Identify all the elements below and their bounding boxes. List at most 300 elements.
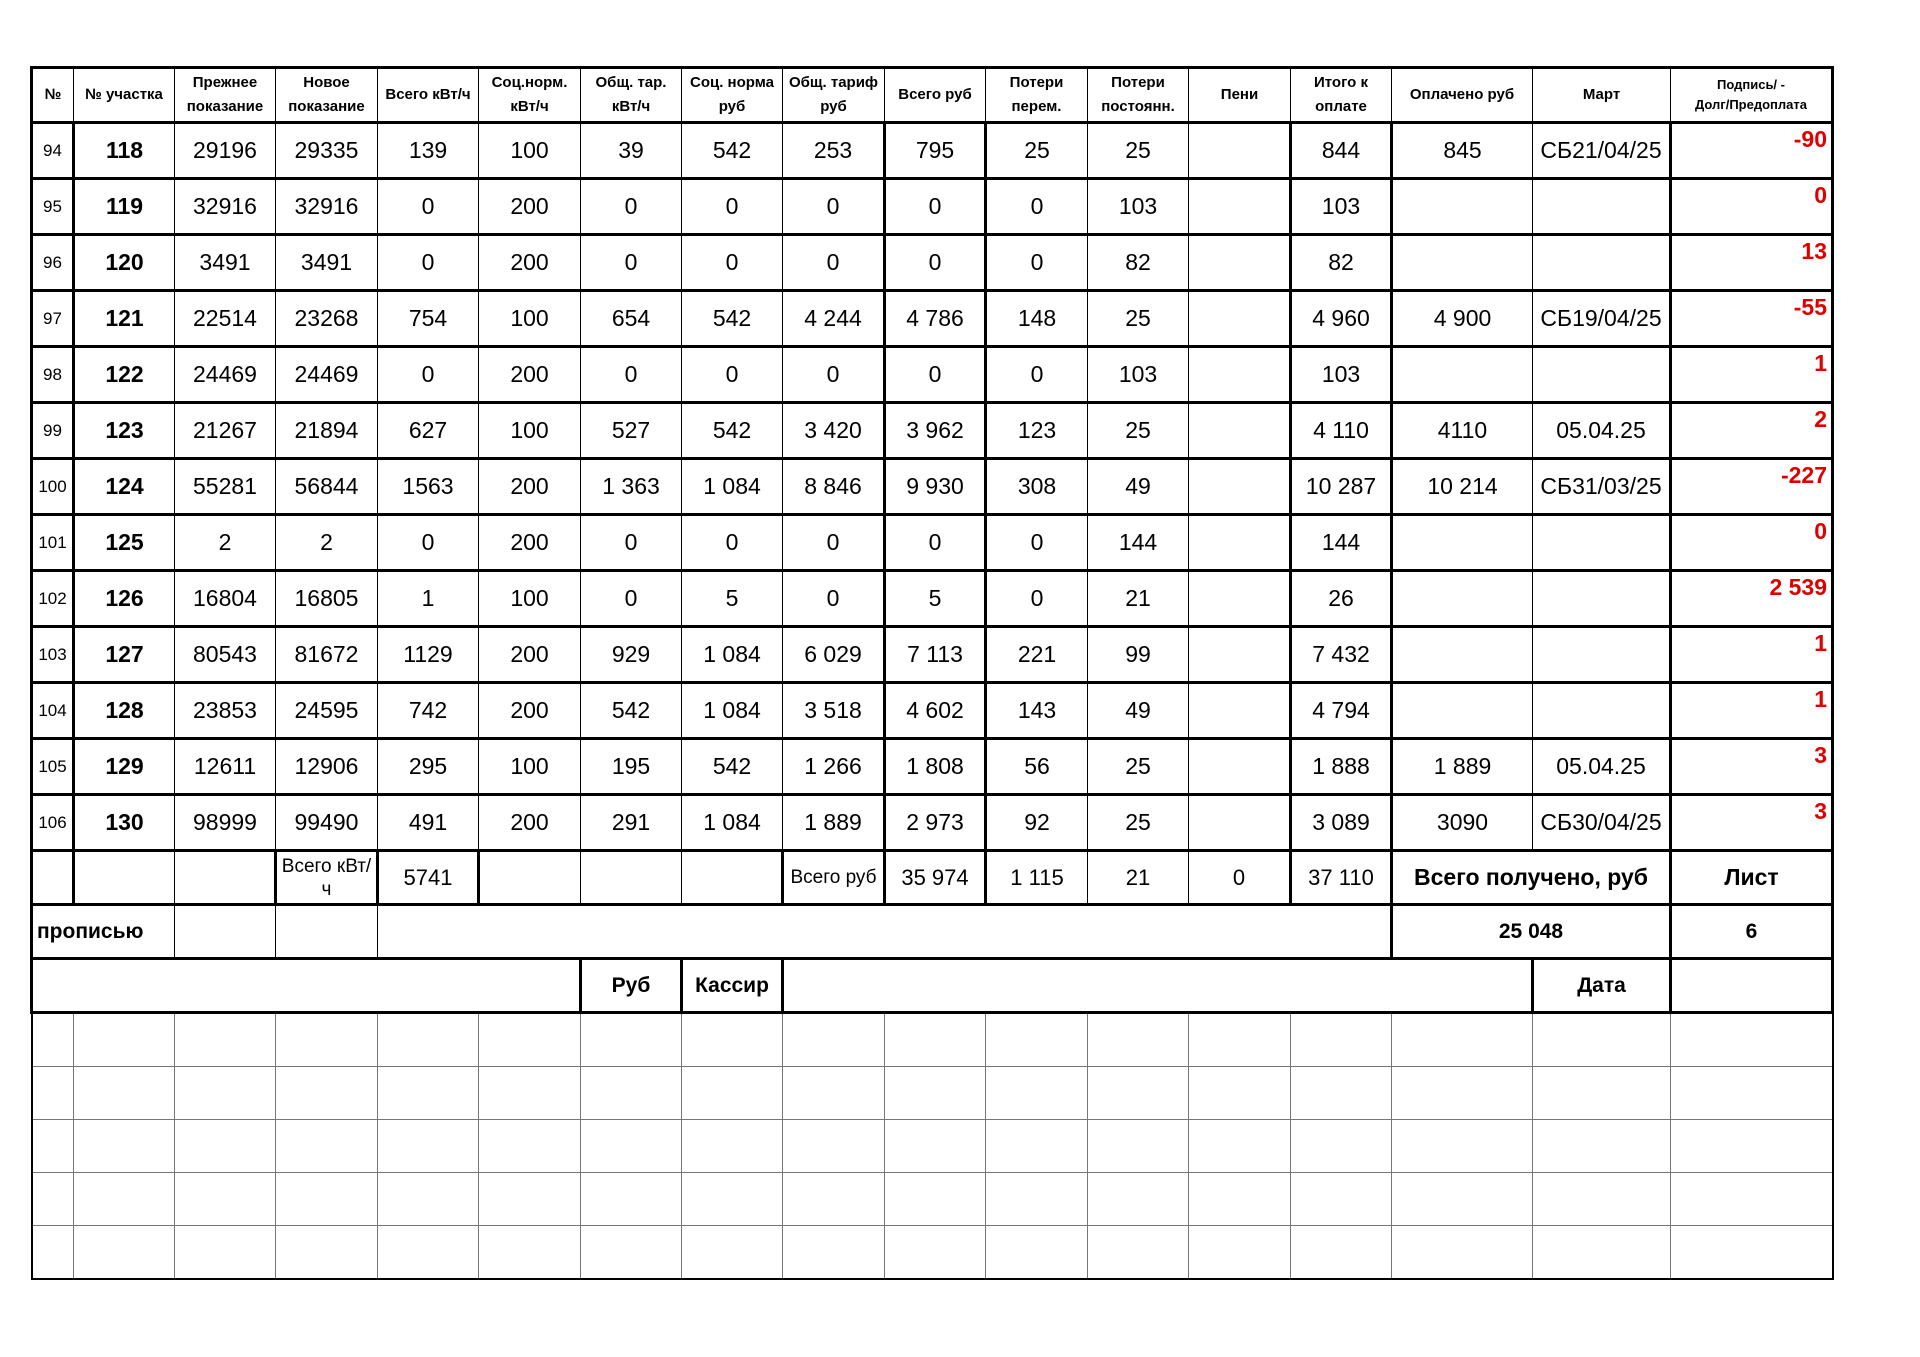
header-penalty: Пени <box>1189 68 1291 123</box>
social-norm-rub: 1 084 <box>682 683 783 739</box>
general-tariff-rub: 3 518 <box>783 683 885 739</box>
header-to-pay: Итого к оплате <box>1291 68 1392 123</box>
balance: -90 <box>1671 123 1833 179</box>
loss-constant: 25 <box>1088 795 1189 851</box>
empty-cell <box>885 1173 986 1226</box>
empty-cell <box>783 1120 885 1173</box>
balance: 2 <box>1671 403 1833 459</box>
empty-cell <box>581 1120 682 1173</box>
loss-constant: 99 <box>1088 627 1189 683</box>
general-tariff-kwh: 0 <box>581 571 682 627</box>
penalty <box>1189 515 1291 571</box>
social-norm-kwh: 100 <box>479 403 581 459</box>
empty-cell <box>378 1120 479 1173</box>
payment-note <box>1533 179 1671 235</box>
empty-cell <box>986 1120 1088 1173</box>
empty-cell <box>479 1120 581 1173</box>
previous-reading: 2 <box>175 515 276 571</box>
general-tariff-rub: 0 <box>783 515 885 571</box>
social-norm-rub: 1 084 <box>682 795 783 851</box>
row-index: 99 <box>32 403 74 459</box>
empty-cell <box>32 1013 74 1067</box>
loss-constant: 25 <box>1088 123 1189 179</box>
row-index: 98 <box>32 347 74 403</box>
cashier-signature-field <box>783 959 1533 1013</box>
plot-number: 123 <box>74 403 175 459</box>
new-reading: 81672 <box>276 627 378 683</box>
loss-variable: 25 <box>986 123 1088 179</box>
totals-blank <box>74 851 175 905</box>
plot-number: 128 <box>74 683 175 739</box>
empty-row <box>32 1120 1833 1173</box>
balance: 0 <box>1671 179 1833 235</box>
total-kwh: 491 <box>378 795 479 851</box>
empty-cell <box>1189 1013 1291 1067</box>
empty-row <box>32 1013 1833 1067</box>
empty-cell <box>682 1173 783 1226</box>
totals-blank <box>682 851 783 905</box>
totals-received-label: Всего получено, руб <box>1392 851 1671 905</box>
table-row <box>32 515 1833 571</box>
empty-cell <box>276 1067 378 1120</box>
balance: 1 <box>1671 683 1833 739</box>
previous-reading: 16804 <box>175 571 276 627</box>
previous-reading: 32916 <box>175 179 276 235</box>
header-general-tariff-rub: Общ. тариф руб <box>783 68 885 123</box>
penalty <box>1189 403 1291 459</box>
words-blank <box>175 905 276 959</box>
empty-cell <box>1392 1013 1533 1067</box>
to-pay: 4 960 <box>1291 291 1392 347</box>
payment-note <box>1533 235 1671 291</box>
general-tariff-kwh: 291 <box>581 795 682 851</box>
amount-in-words-field <box>378 905 1392 959</box>
empty-cell <box>1291 1067 1392 1120</box>
payment-note: СБ19/04/25 <box>1533 291 1671 347</box>
empty-cell <box>1291 1013 1392 1067</box>
balance: 1 <box>1671 627 1833 683</box>
social-norm-kwh: 200 <box>479 515 581 571</box>
totals-kwh-label: Всего кВт/ч <box>276 851 378 905</box>
empty-cell <box>1189 1226 1291 1280</box>
empty-cell <box>1392 1067 1533 1120</box>
new-reading: 24595 <box>276 683 378 739</box>
total-rub: 4 602 <box>885 683 986 739</box>
social-norm-rub: 1 084 <box>682 627 783 683</box>
empty-cell <box>885 1120 986 1173</box>
general-tariff-rub: 0 <box>783 571 885 627</box>
empty-cell <box>1291 1226 1392 1280</box>
row-index: 100 <box>32 459 74 515</box>
loss-variable: 148 <box>986 291 1088 347</box>
total-kwh: 295 <box>378 739 479 795</box>
empty-cell <box>581 1013 682 1067</box>
empty-cell <box>175 1173 276 1226</box>
previous-reading: 55281 <box>175 459 276 515</box>
general-tariff-kwh: 654 <box>581 291 682 347</box>
header-loss-variable: Потери перем. <box>986 68 1088 123</box>
to-pay: 144 <box>1291 515 1392 571</box>
general-tariff-kwh: 0 <box>581 347 682 403</box>
plot-number: 122 <box>74 347 175 403</box>
empty-cell <box>32 1120 74 1173</box>
general-tariff-kwh: 39 <box>581 123 682 179</box>
empty-cell <box>378 1226 479 1280</box>
general-tariff-kwh: 195 <box>581 739 682 795</box>
plot-number: 130 <box>74 795 175 851</box>
to-pay: 1 888 <box>1291 739 1392 795</box>
table-row <box>32 179 1833 235</box>
social-norm-kwh: 100 <box>479 123 581 179</box>
header-total-rub: Всего руб <box>885 68 986 123</box>
totals-blank <box>32 851 74 905</box>
to-pay: 103 <box>1291 347 1392 403</box>
total-kwh: 139 <box>378 123 479 179</box>
loss-variable: 0 <box>986 347 1088 403</box>
empty-cell <box>986 1173 1088 1226</box>
plot-number: 126 <box>74 571 175 627</box>
general-tariff-kwh: 0 <box>581 235 682 291</box>
total-rub: 1 808 <box>885 739 986 795</box>
amount-in-words-label: прописью <box>32 905 175 959</box>
empty-cell <box>1088 1173 1189 1226</box>
general-tariff-rub: 4 244 <box>783 291 885 347</box>
paid-rub: 1 889 <box>1392 739 1533 795</box>
total-rub: 2 973 <box>885 795 986 851</box>
social-norm-kwh: 200 <box>479 179 581 235</box>
empty-cell <box>1088 1120 1189 1173</box>
general-tariff-rub: 0 <box>783 179 885 235</box>
to-pay: 4 110 <box>1291 403 1392 459</box>
paid-rub <box>1392 571 1533 627</box>
penalty <box>1189 739 1291 795</box>
penalty <box>1189 683 1291 739</box>
empty-cell <box>1088 1226 1189 1280</box>
general-tariff-kwh: 1 363 <box>581 459 682 515</box>
row-index: 97 <box>32 291 74 347</box>
plot-number: 120 <box>74 235 175 291</box>
table-row <box>32 123 1833 179</box>
new-reading: 29335 <box>276 123 378 179</box>
totals-total-rub: 35 974 <box>885 851 986 905</box>
penalty <box>1189 291 1291 347</box>
totals-loss-variable: 1 115 <box>986 851 1088 905</box>
total-rub: 795 <box>885 123 986 179</box>
empty-cell <box>74 1226 175 1280</box>
loss-constant: 25 <box>1088 403 1189 459</box>
date-label: Дата <box>1533 959 1671 1013</box>
empty-cell <box>1189 1173 1291 1226</box>
blank-rows <box>32 1013 1833 1280</box>
payment-note <box>1533 515 1671 571</box>
plot-number: 125 <box>74 515 175 571</box>
row-index: 102 <box>32 571 74 627</box>
social-norm-kwh: 100 <box>479 571 581 627</box>
paid-rub <box>1392 515 1533 571</box>
plot-number: 118 <box>74 123 175 179</box>
total-kwh: 0 <box>378 347 479 403</box>
empty-cell <box>1533 1226 1671 1280</box>
general-tariff-rub: 0 <box>783 235 885 291</box>
social-norm-kwh: 100 <box>479 291 581 347</box>
empty-cell <box>1533 1120 1671 1173</box>
social-norm-rub: 542 <box>682 739 783 795</box>
table-row <box>32 683 1833 739</box>
balance: -227 <box>1671 459 1833 515</box>
penalty <box>1189 123 1291 179</box>
social-norm-kwh: 200 <box>479 627 581 683</box>
empty-cell <box>1671 1173 1833 1226</box>
penalty <box>1189 235 1291 291</box>
empty-row <box>32 1226 1833 1280</box>
empty-cell <box>479 1226 581 1280</box>
row-index: 105 <box>32 739 74 795</box>
table-row <box>32 291 1833 347</box>
empty-cell <box>276 1173 378 1226</box>
empty-cell <box>783 1013 885 1067</box>
total-rub: 9 930 <box>885 459 986 515</box>
loss-constant: 49 <box>1088 683 1189 739</box>
general-tariff-rub: 8 846 <box>783 459 885 515</box>
plot-number: 127 <box>74 627 175 683</box>
empty-cell <box>74 1120 175 1173</box>
loss-constant: 25 <box>1088 739 1189 795</box>
empty-cell <box>378 1173 479 1226</box>
empty-cell <box>1671 1013 1833 1067</box>
new-reading: 23268 <box>276 291 378 347</box>
header-signature-balance: Подпись/ - Долг/Предоплата <box>1671 68 1833 123</box>
totals-rub-label: Всего руб <box>783 851 885 905</box>
plot-number: 119 <box>74 179 175 235</box>
social-norm-rub: 0 <box>682 515 783 571</box>
loss-constant: 21 <box>1088 571 1189 627</box>
empty-cell <box>1671 1120 1833 1173</box>
row-index: 94 <box>32 123 74 179</box>
loss-constant: 144 <box>1088 515 1189 571</box>
new-reading: 12906 <box>276 739 378 795</box>
empty-cell <box>479 1173 581 1226</box>
empty-cell <box>1392 1120 1533 1173</box>
empty-cell <box>1671 1226 1833 1280</box>
paid-rub: 3090 <box>1392 795 1533 851</box>
payment-note: 05.04.25 <box>1533 403 1671 459</box>
empty-cell <box>1088 1013 1189 1067</box>
social-norm-kwh: 200 <box>479 235 581 291</box>
to-pay: 7 432 <box>1291 627 1392 683</box>
social-norm-rub: 542 <box>682 123 783 179</box>
row-index: 95 <box>32 179 74 235</box>
previous-reading: 80543 <box>175 627 276 683</box>
general-tariff-rub: 6 029 <box>783 627 885 683</box>
paid-rub: 4110 <box>1392 403 1533 459</box>
data-rows <box>32 123 1833 851</box>
empty-cell <box>378 1067 479 1120</box>
empty-cell <box>276 1120 378 1173</box>
paid-rub <box>1392 179 1533 235</box>
paid-rub <box>1392 347 1533 403</box>
totals-row <box>32 851 1833 905</box>
empty-cell <box>1533 1013 1671 1067</box>
general-tariff-kwh: 527 <box>581 403 682 459</box>
header-prev-reading: Прежнее показание <box>175 68 276 123</box>
totals-kwh: 5741 <box>378 851 479 905</box>
payment-note: СБ31/03/25 <box>1533 459 1671 515</box>
header-paid: Оплачено руб <box>1392 68 1533 123</box>
total-kwh: 0 <box>378 235 479 291</box>
loss-constant: 49 <box>1088 459 1189 515</box>
empty-cell <box>276 1226 378 1280</box>
balance: 2 539 <box>1671 571 1833 627</box>
loss-constant: 25 <box>1088 291 1189 347</box>
previous-reading: 24469 <box>175 347 276 403</box>
totals-blank <box>175 851 276 905</box>
empty-cell <box>581 1067 682 1120</box>
plot-number: 121 <box>74 291 175 347</box>
previous-reading: 12611 <box>175 739 276 795</box>
empty-cell <box>885 1226 986 1280</box>
empty-cell <box>175 1013 276 1067</box>
loss-variable: 0 <box>986 571 1088 627</box>
payment-note <box>1533 571 1671 627</box>
empty-cell <box>1291 1120 1392 1173</box>
header-social-norm-kwh: Соц.норм. кВт/ч <box>479 68 581 123</box>
empty-row <box>32 1173 1833 1226</box>
empty-cell <box>986 1067 1088 1120</box>
total-rub: 4 786 <box>885 291 986 347</box>
payment-note <box>1533 683 1671 739</box>
to-pay: 82 <box>1291 235 1392 291</box>
balance: -55 <box>1671 291 1833 347</box>
general-tariff-kwh: 542 <box>581 683 682 739</box>
total-rub: 0 <box>885 347 986 403</box>
header-new-reading: Новое показание <box>276 68 378 123</box>
loss-variable: 221 <box>986 627 1088 683</box>
social-norm-rub: 0 <box>682 347 783 403</box>
total-rub: 3 962 <box>885 403 986 459</box>
general-tariff-kwh: 929 <box>581 627 682 683</box>
total-rub: 0 <box>885 235 986 291</box>
new-reading: 56844 <box>276 459 378 515</box>
previous-reading: 23853 <box>175 683 276 739</box>
header-social-norm-rub: Соц. норма руб <box>682 68 783 123</box>
balance: 1 <box>1671 347 1833 403</box>
total-kwh: 1563 <box>378 459 479 515</box>
to-pay: 10 287 <box>1291 459 1392 515</box>
empty-cell <box>378 1013 479 1067</box>
header-general-tariff-kwh: Общ. тар. кВт/ч <box>581 68 682 123</box>
balance: 13 <box>1671 235 1833 291</box>
totals-penalty: 0 <box>1189 851 1291 905</box>
social-norm-kwh: 100 <box>479 739 581 795</box>
new-reading: 99490 <box>276 795 378 851</box>
paid-rub: 4 900 <box>1392 291 1533 347</box>
empty-cell <box>682 1067 783 1120</box>
header-num: № <box>32 68 74 123</box>
general-tariff-rub: 253 <box>783 123 885 179</box>
words-blank <box>276 905 378 959</box>
plot-number: 129 <box>74 739 175 795</box>
header-total-kwh: Всего кВт/ч <box>378 68 479 123</box>
empty-cell <box>479 1013 581 1067</box>
paid-rub <box>1392 235 1533 291</box>
empty-cell <box>32 1226 74 1280</box>
loss-variable: 0 <box>986 515 1088 571</box>
empty-cell <box>32 1067 74 1120</box>
empty-cell <box>682 1226 783 1280</box>
empty-cell <box>1189 1067 1291 1120</box>
empty-cell <box>783 1173 885 1226</box>
empty-cell <box>1392 1226 1533 1280</box>
empty-cell <box>682 1013 783 1067</box>
to-pay: 3 089 <box>1291 795 1392 851</box>
totals-blank <box>479 851 581 905</box>
previous-reading: 22514 <box>175 291 276 347</box>
plot-number: 124 <box>74 459 175 515</box>
empty-cell <box>276 1013 378 1067</box>
row-index: 104 <box>32 683 74 739</box>
loss-variable: 0 <box>986 235 1088 291</box>
loss-variable: 92 <box>986 795 1088 851</box>
empty-cell <box>783 1067 885 1120</box>
empty-cell <box>986 1226 1088 1280</box>
general-tariff-rub: 3 420 <box>783 403 885 459</box>
empty-cell <box>885 1013 986 1067</box>
social-norm-rub: 0 <box>682 235 783 291</box>
table-row <box>32 571 1833 627</box>
empty-cell <box>1533 1067 1671 1120</box>
paid-rub <box>1392 683 1533 739</box>
general-tariff-rub: 0 <box>783 347 885 403</box>
loss-variable: 56 <box>986 739 1088 795</box>
totals-to-pay: 37 110 <box>1291 851 1392 905</box>
table-row <box>32 459 1833 515</box>
loss-constant: 82 <box>1088 235 1189 291</box>
header-row <box>32 68 1833 123</box>
billing-sheet-table <box>30 66 1834 1280</box>
previous-reading: 21267 <box>175 403 276 459</box>
new-reading: 16805 <box>276 571 378 627</box>
new-reading: 32916 <box>276 179 378 235</box>
social-norm-rub: 5 <box>682 571 783 627</box>
general-tariff-rub: 1 266 <box>783 739 885 795</box>
social-norm-rub: 542 <box>682 291 783 347</box>
header-loss-constant: Потери постоянн. <box>1088 68 1189 123</box>
empty-cell <box>986 1013 1088 1067</box>
total-kwh: 1129 <box>378 627 479 683</box>
paid-rub <box>1392 627 1533 683</box>
payment-note <box>1533 347 1671 403</box>
empty-cell <box>783 1226 885 1280</box>
social-norm-rub: 0 <box>682 179 783 235</box>
payment-note: СБ21/04/25 <box>1533 123 1671 179</box>
empty-cell <box>32 1173 74 1226</box>
new-reading: 3491 <box>276 235 378 291</box>
empty-cell <box>74 1067 175 1120</box>
payment-note: 05.04.25 <box>1533 739 1671 795</box>
header-month: Март <box>1533 68 1671 123</box>
to-pay: 103 <box>1291 179 1392 235</box>
empty-cell <box>1189 1120 1291 1173</box>
total-rub: 7 113 <box>885 627 986 683</box>
empty-cell <box>74 1173 175 1226</box>
penalty <box>1189 795 1291 851</box>
total-kwh: 742 <box>378 683 479 739</box>
payment-note <box>1533 627 1671 683</box>
table-row <box>32 795 1833 851</box>
total-rub: 5 <box>885 571 986 627</box>
penalty <box>1189 571 1291 627</box>
new-reading: 24469 <box>276 347 378 403</box>
